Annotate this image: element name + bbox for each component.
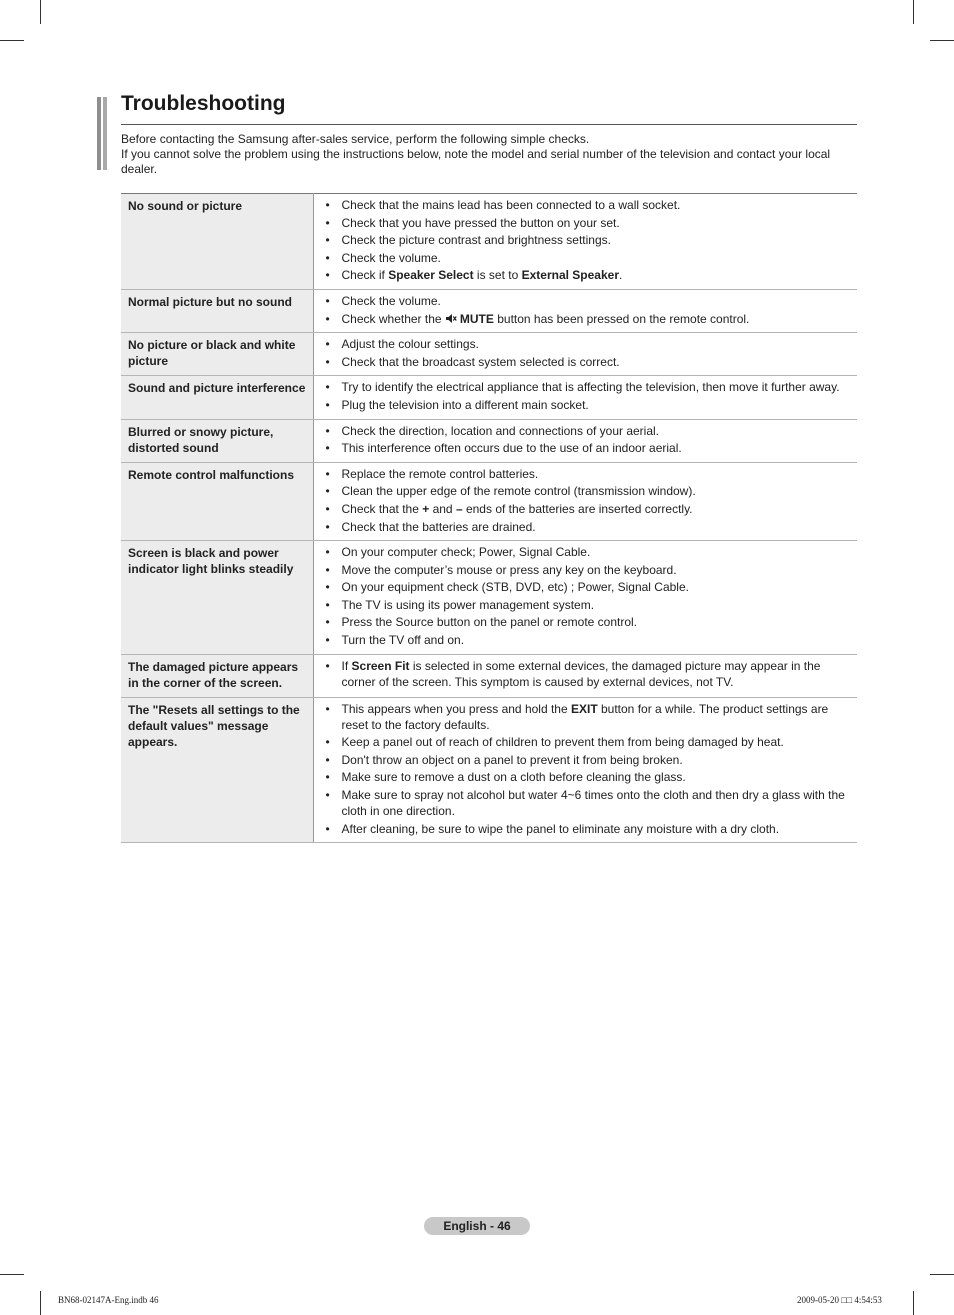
list-item [324,215,852,231]
solution-list [324,379,852,413]
print-imprint-left: BN68-02147A-Eng.indb 46 [58,1295,159,1305]
crop-mark [0,40,24,41]
item-text: Don't throw an object on a panel to prevent it from being broken. [341,752,683,767]
solution-cell [313,376,857,419]
solution-cell [313,333,857,376]
list-item [324,354,852,370]
list-item [324,397,852,413]
list-item [324,250,852,266]
intro-paragraph: Before contacting the Samsung after-sales service, perform the following simple checks. [121,132,590,146]
crop-mark [40,1291,41,1315]
item-text: ends of the batteries are inserted correctly. [462,501,693,516]
table-row [121,333,857,376]
table-row [121,194,857,290]
item-text: Check the volume. [341,250,441,265]
list-item [324,544,852,560]
emphasis-text: External Speaker [521,268,619,283]
page-number-badge: English - 46 [424,1217,530,1235]
emphasis-text: Screen Fit [351,658,410,673]
item-text: Plug the television into a different main socket. [341,397,589,412]
item-text: This appears when you press and hold the [341,701,571,716]
list-item [324,734,852,750]
list-item [324,440,852,456]
item-text: Check the picture contrast and brightness settings. [341,233,611,248]
item-text: and [429,501,456,516]
list-item [324,379,852,395]
item-text: button for a while. The product settings are reset to the factory defaults. [341,701,829,732]
crop-mark [40,0,41,24]
list-item [324,614,852,630]
emphasis-text: – [455,501,463,516]
list-item [324,579,852,595]
emphasis-text: Speaker Select [388,268,474,283]
list-item [324,658,852,690]
list-item [324,597,852,613]
item-text: Make sure to remove a dust on a cloth before cleaning the glass. [341,770,686,785]
list-item [324,423,852,439]
intro-paragraph: If you cannot solve the problem using the instructions below, note the model and serial number of the television and contact your local dealer. [121,147,831,176]
emphasis-text: + [422,501,430,516]
crop-mark [930,40,954,41]
list-item [324,232,852,248]
print-imprint-right: 2009-05-20 □□ 4:54:53 [797,1295,882,1305]
emphasis-text: MUTE [459,311,494,326]
item-text: Replace the remote control batteries. [341,466,539,481]
item-text: Check the volume. [341,293,441,308]
list-item [324,701,852,733]
list-item [324,769,852,785]
list-item [324,293,852,309]
table-row [121,541,857,655]
page-title: Troubleshooting [121,92,286,115]
item-text: Check whether the [341,311,445,326]
troubleshooting-table-body [121,194,857,843]
list-item [324,562,852,578]
item-text: On your equipment check (STB, DVD, etc) ; Power, Signal Cable. [341,580,689,595]
item-text: Try to identify the electrical appliance that is affecting the television, then move it further away. [341,380,840,395]
table-row [121,462,857,540]
solution-cell [313,697,857,843]
problem-cell: No sound or picture [121,194,313,290]
item-text: Keep a panel out of reach of children to prevent them from being damaged by heat. [341,735,784,750]
solution-list [324,197,852,283]
list-item [324,483,852,499]
item-text: Adjust the colour settings. [341,337,479,352]
crop-mark [913,1291,914,1315]
title-decoration-bars [97,97,111,170]
problem-cell: No picture or black and white picture [121,333,313,376]
crop-mark [913,0,914,24]
solution-cell [313,194,857,290]
item-text: Turn the TV off and on. [341,633,465,648]
intro-text [121,132,857,177]
item-text: Clean the upper edge of the remote control (transmission window). [341,484,696,499]
list-item [324,821,852,837]
list-item [324,311,852,327]
item-text: Check that you have pressed the button on your set. [341,215,620,230]
item-text: . [619,268,623,283]
problem-cell: Sound and picture interference [121,376,313,419]
mute-speaker-icon [445,313,457,324]
problem-cell: The damaged picture appears in the corner of the screen. [121,654,313,697]
item-text: The TV is using its power management system. [341,597,595,612]
troubleshooting-table [121,193,857,843]
list-item [324,519,852,535]
table-row [121,289,857,332]
list-item [324,752,852,768]
list-item [324,632,852,648]
solution-cell [313,289,857,332]
solution-list [324,658,852,690]
problem-cell: Screen is black and power indicator light blinks steadily [121,541,313,655]
item-text: is set to [473,268,522,283]
solution-cell [313,419,857,462]
list-item [324,197,852,213]
item-text: is selected in some external devices, the damaged picture may appear in the corner of the screen. This symptom is caused by external devices, not TV. [341,658,821,689]
problem-cell: Remote control malfunctions [121,462,313,540]
solution-list [324,293,852,327]
list-item [324,466,852,482]
item-text: Check that the [341,501,423,516]
item-text: If [341,658,352,673]
list-item [324,501,852,517]
emphasis-text: EXIT [570,701,598,716]
solution-cell [313,541,857,655]
item-text: After cleaning, be sure to wipe the panel to eliminate any moisture with a dry cloth. [341,821,780,836]
problem-cell: Blurred or snowy picture, distorted sound [121,419,313,462]
item-text: Check the direction, location and connections of your aerial. [341,423,660,438]
solution-list [324,466,852,535]
list-item [324,787,852,819]
solution-cell [313,462,857,540]
list-item [324,267,852,283]
item-text: On your computer check; Power, Signal Cable. [341,545,591,560]
table-row [121,419,857,462]
crop-mark [0,1274,24,1275]
item-text: This interference often occurs due to the use of an indoor aerial. [341,441,682,456]
item-text: Check if [341,268,389,283]
table-row [121,376,857,419]
list-item [324,336,852,352]
table-row [121,654,857,697]
solution-list [324,701,852,837]
solution-list [324,423,852,457]
item-text: Check that the mains lead has been connected to a wall socket. [341,198,681,212]
solution-list [324,336,852,370]
item-text: Press the Source button on the panel or remote control. [341,615,638,630]
item-text: Check that the broadcast system selected is correct. [341,354,620,369]
item-text: Move the computer’s mouse or press any key on the keyboard. [341,562,677,577]
problem-cell: Normal picture but no sound [121,289,313,332]
item-text: Check that the batteries are drained. [341,519,536,534]
title-divider [121,124,857,125]
problem-cell: The "Resets all settings to the default values" message appears. [121,697,313,843]
item-text: button has been pressed on the remote control. [493,311,750,326]
item-text: Make sure to spray not alcohol but water 4~6 times onto the cloth and then dry a glass with the cloth in one direction. [341,788,845,819]
solution-cell [313,654,857,697]
crop-mark [930,1274,954,1275]
solution-list [324,544,852,648]
table-row [121,697,857,843]
